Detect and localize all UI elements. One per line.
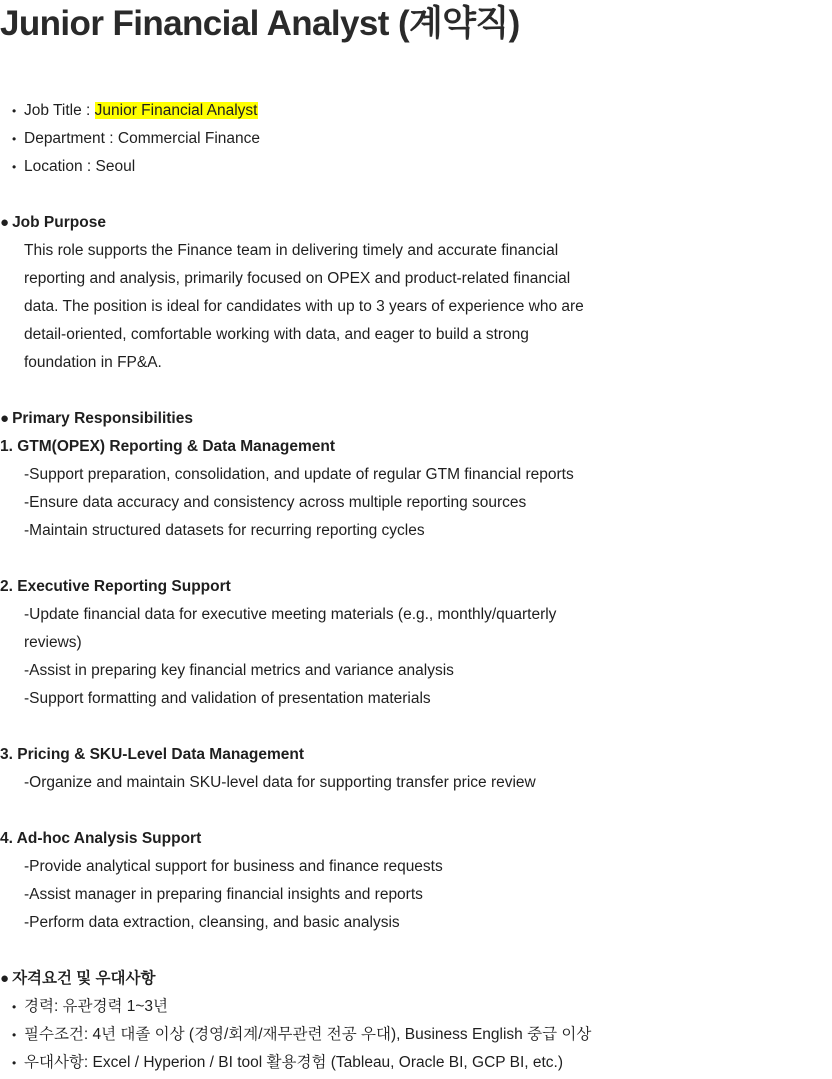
qualifications-heading: 자격요건 및 우대사항 <box>12 970 156 987</box>
job-title-value: Junior Financial Analyst <box>94 102 258 119</box>
list-item <box>0 1021 820 1049</box>
responsibility-group-title: 3. Pricing & SKU-Level Data Management <box>0 746 305 763</box>
responsibility-group-title: 4. Ad-hoc Analysis Support <box>0 830 202 847</box>
list-item <box>0 1049 820 1077</box>
bullet-icon: • <box>12 160 17 174</box>
bullet-icon: • <box>12 1000 17 1014</box>
section-bullet-icon: ● <box>0 214 10 231</box>
responsibilities-heading: Primary Responsibilities <box>12 410 193 427</box>
qualifications-list <box>0 993 820 1077</box>
responsibility-item: -Ensure data accuracy and consistency across multiple reporting sources <box>24 494 527 511</box>
section-bullet-icon: ● <box>0 970 10 987</box>
qualification-text: 필수조건: 4년 대졸 이상 (경영/회계/재무관련 전공 우대), Business English 중급 이상 <box>24 1026 592 1043</box>
section-heading-qualifications <box>0 965 820 993</box>
section-heading-responsibilities <box>0 405 820 433</box>
bullet-icon: • <box>12 132 17 146</box>
responsibility-group-title: 1. GTM(OPEX) Reporting & Data Management <box>0 438 336 455</box>
responsibility-item: -Update financial data for executive meeting materials (e.g., monthly/quarterly reviews) <box>24 606 557 651</box>
responsibility-group-title: 2. Executive Reporting Support <box>0 578 231 595</box>
qualification-text: 경력: 유관경력 1~3년 <box>24 998 169 1015</box>
page-title: Junior Financial Analyst (계약직) <box>0 4 520 43</box>
list-item <box>0 993 820 1021</box>
department-text: Department : Commercial Finance <box>24 130 261 147</box>
responsibility-item: -Maintain structured datasets for recurring reporting cycles <box>24 522 425 539</box>
responsibility-item: -Provide analytical support for business and finance requests <box>24 858 443 875</box>
responsibility-item: -Assist manager in preparing financial insights and reports <box>24 886 423 903</box>
qualification-text: 우대사항: Excel / Hyperion / BI tool 활용경험 (Tableau, Oracle BI, GCP BI, etc.) <box>24 1054 564 1071</box>
job-info-list <box>0 97 820 181</box>
responsibility-item: -Assist in preparing key financial metrics and variance analysis <box>24 662 454 679</box>
location-text: Location : Seoul <box>24 158 136 175</box>
bullet-icon: • <box>12 104 17 118</box>
job-description <box>0 97 820 1077</box>
job-title-label: Job Title : <box>24 102 95 119</box>
bullet-icon: • <box>12 1056 17 1070</box>
purpose-heading: Job Purpose <box>12 214 106 231</box>
list-item-department <box>0 125 820 153</box>
list-item-location <box>0 153 820 181</box>
responsibility-item: -Support formatting and validation of presentation materials <box>24 690 431 707</box>
responsibility-item: -Organize and maintain SKU-level data for supporting transfer price review <box>24 774 536 791</box>
responsibility-item: -Perform data extraction, cleansing, and basic analysis <box>24 914 400 931</box>
section-bullet-icon: ● <box>0 410 10 427</box>
section-heading-purpose <box>0 209 820 237</box>
responsibility-item: -Support preparation, consolidation, and update of regular GTM financial reports <box>24 466 574 483</box>
list-item-job-title <box>0 97 820 125</box>
bullet-icon: • <box>12 1028 17 1042</box>
purpose-text: This role supports the Finance team in delivering timely and accurate financial reporting and analysis, primarily focused on OPEX and product-related financial data. The position is ideal for candidates with up to 3 years of experience who are detail-oriented, comfortable working with data, and eager to build a strong foundation in FP&A. <box>24 242 584 371</box>
